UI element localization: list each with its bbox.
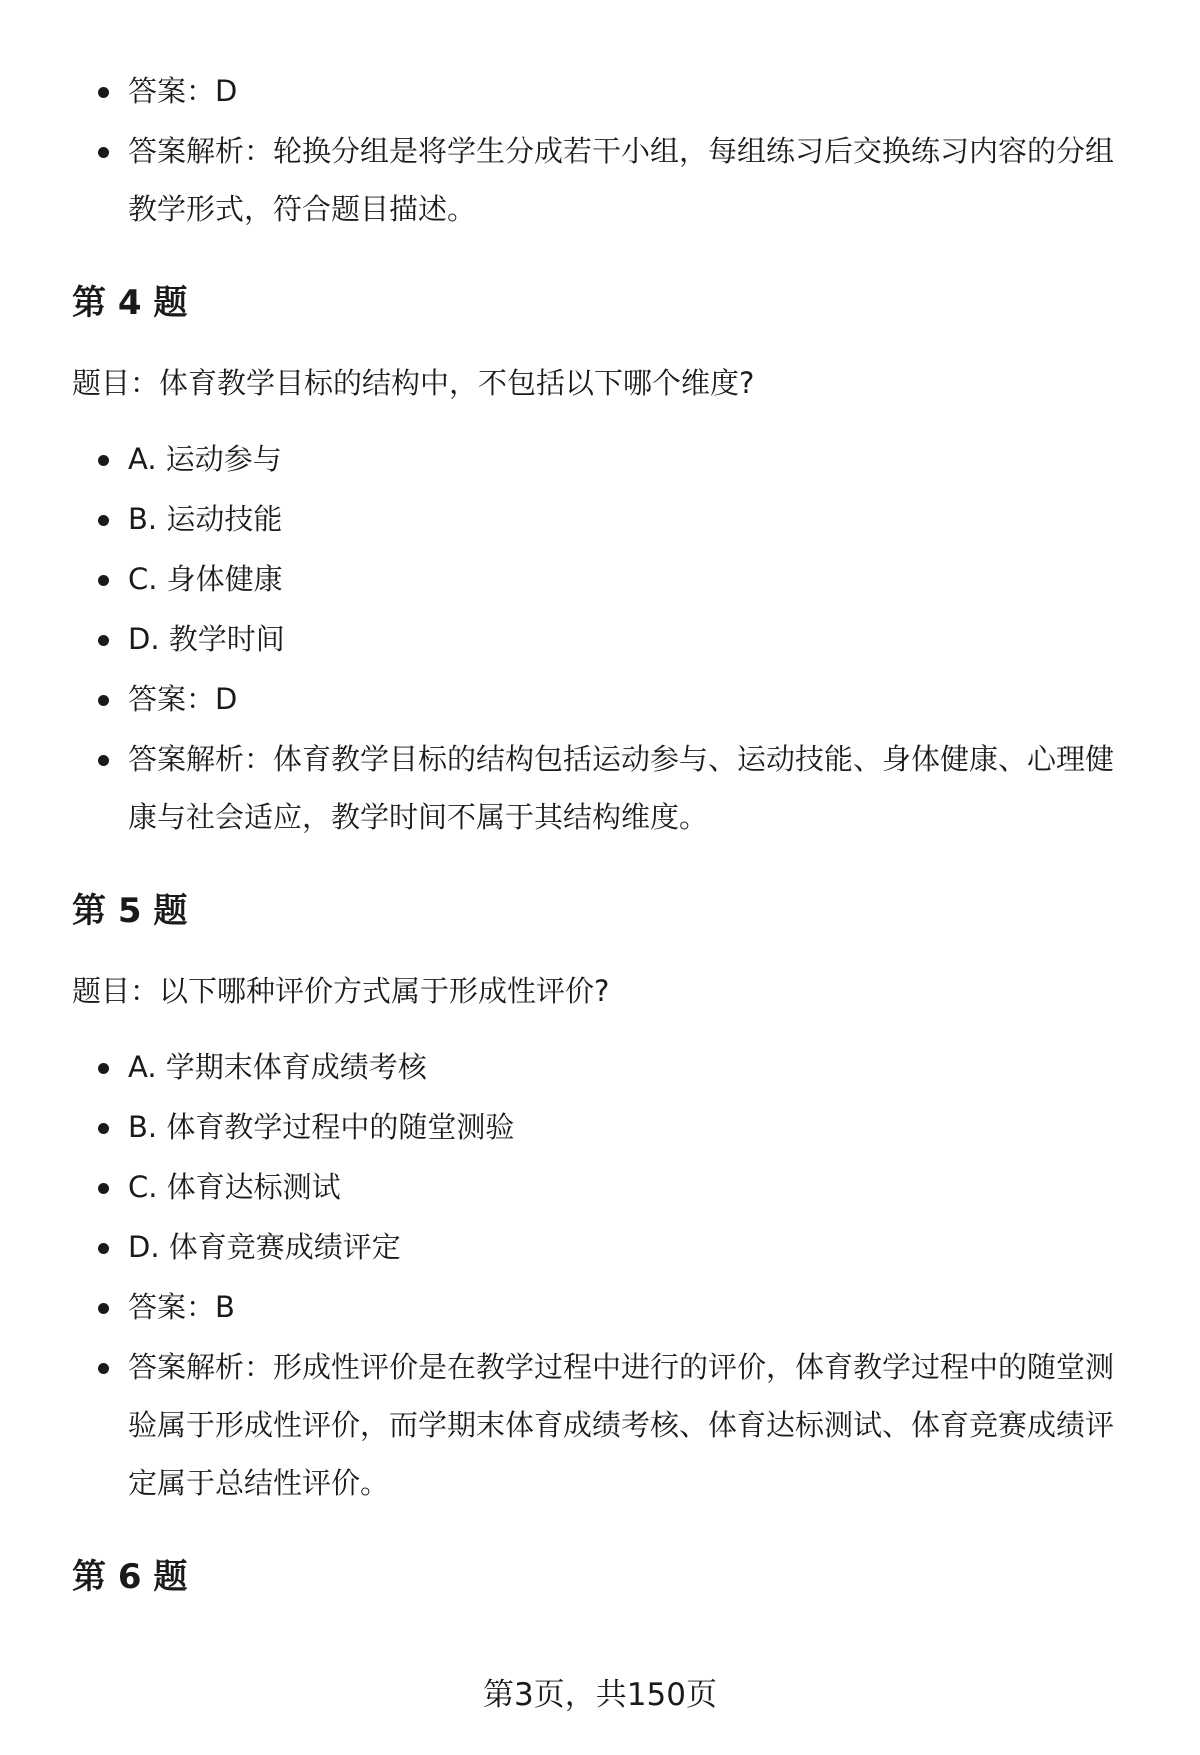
q5-heading: 第 5 题 [72,891,188,931]
page-number-footer: 第3页，共150页 [483,1677,717,1713]
q5-explanation: 答案解析：形成性评价是在教学过程中进行的评价，体育教学过程中的随堂测验属于形成性评价，而学期末体育成绩考核、体育达标测试、体育竞赛成绩评定属于总结性评价。 [72,1338,1142,1512]
q4-explanation: 答案解析：体育教学目标的结构包括运动参与、运动技能、身体健康、心理健康与社会适应，教学时间不属于其结构维度。 [72,730,1142,846]
document-content [72,62,1142,1632]
q3-answer: 答案：D [72,62,1142,120]
q3-list [72,62,1142,238]
q5-question: 题目：以下哪种评价方式属于形成性评价? [72,974,610,1008]
q5-option-a: A. 学期末体育成绩考核 [72,1038,1142,1096]
q5-option-b: B. 体育教学过程中的随堂测验 [72,1098,1142,1156]
q6-heading: 第 6 题 [72,1557,188,1597]
q5-answer: 答案：B [72,1278,1142,1336]
q5-option-d: D. 体育竞赛成绩评定 [72,1218,1142,1276]
q4-option-c: C. 身体健康 [72,550,1142,608]
q4-option-a: A. 运动参与 [72,430,1142,488]
q4-heading: 第 4 题 [72,283,188,323]
q3-explanation: 答案解析：轮换分组是将学生分成若干小组，每组练习后交换练习内容的分组教学形式，符合题目描述。 [72,122,1142,238]
q5-option-c: C. 体育达标测试 [72,1158,1142,1216]
q4-list [72,430,1142,846]
q4-question: 题目：体育教学目标的结构中，不包括以下哪个维度? [72,366,755,400]
q4-option-b: B. 运动技能 [72,490,1142,548]
q5-list [72,1038,1142,1512]
q4-answer: 答案：D [72,670,1142,728]
q4-option-d: D. 教学时间 [72,610,1142,668]
